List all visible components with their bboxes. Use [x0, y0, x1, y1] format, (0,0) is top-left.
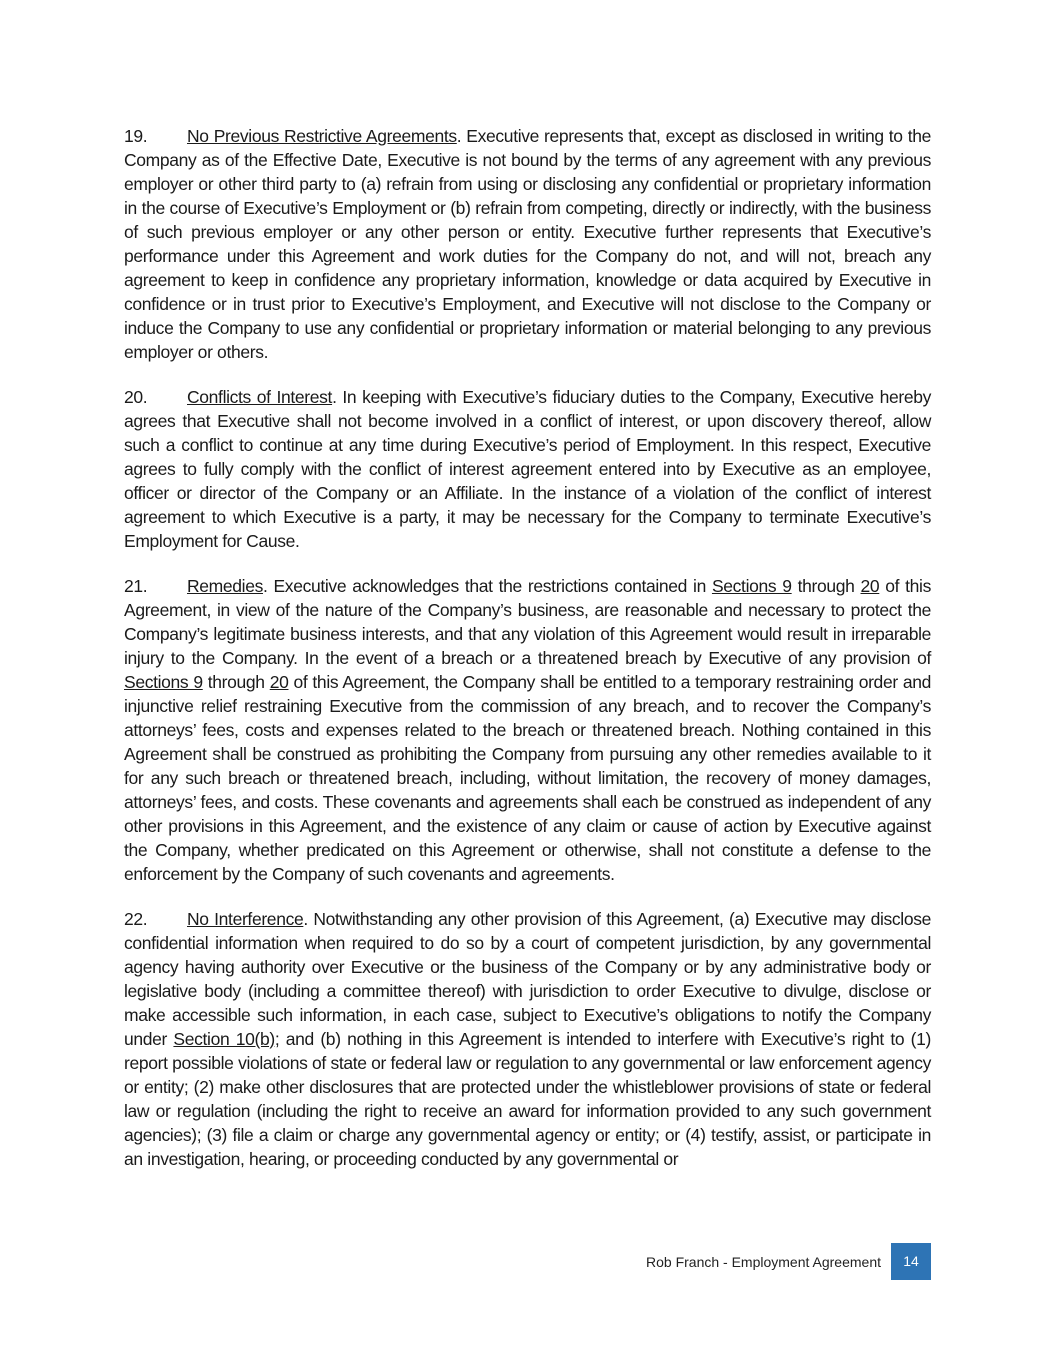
- section-heading: Conflicts of Interest: [187, 387, 333, 407]
- section-text: . Notwithstanding any other provision of this Agreement, (a) Executive may disclose confidential information when required to do so by a court of competent jurisdiction, by any governmental agency having authority over Executive or the business of the Company or by any administrative body or legislative body (including a committee thereof) with jurisdiction to order Executive to divulge, disclose or make accessible such information, in each case, subject to Executive’s obligations to notify the Company under: [124, 909, 931, 1049]
- cross-reference: Section 10(b): [173, 1029, 275, 1049]
- section-paragraph: [124, 385, 931, 553]
- section-text: through: [791, 576, 861, 596]
- section-text: of this Agreement, in view of the nature of the Company’s business, are reasonable and necessary to protect the Company’s legitimate business interests, and that any violation of this Agreement would result in irreparable injury to the Company. In the event of a breach or a threatened breach by Executive of any provision of: [124, 576, 931, 668]
- section-22: [124, 907, 931, 1171]
- section-text: of this Agreement, the Company shall be entitled to a temporary restraining order and injunctive relief restraining Executive from the commission of any breach, and to recover the Company’s attorneys’ fees, costs and expenses related to the breach or threatened breach. Nothing contained in this Agreement shall be construed as prohibiting the Company from pursuing any other remedies available to it for any such breach or threatened breach, including, without limitation, the recovery of money damages, attorneys’ fees, and costs. These covenants and agreements shall each be construed as independent of any other provisions in this Agreement, and the existence of any claim or cause of action by Executive against the Company, whether predicated on this Agreement or otherwise, shall not constitute a defense to the enforcement by the Company of such covenants and agreements.: [124, 672, 931, 884]
- cross-reference: Sections 9: [711, 576, 792, 596]
- cross-reference: 20: [269, 672, 289, 692]
- section-text: ; and (b) nothing in this Agreement is intended to interfere with Executive’s right to (1) report possible violations of state or federal law or regulation to any governmental or law enforcement agency or entity; (2) make other disclosures that are protected under the whistleblower provisions of state or federal law or regulation (including the right to receive an award for information provided to any such government agencies); (3) file a claim or charge any governmental agency or entity; or (4) testify, assist, or participate in an investigation, hearing, or proceeding conducted by any governmental or: [124, 1029, 931, 1169]
- cross-reference: Sections 9: [124, 672, 203, 692]
- section-paragraph: [124, 907, 931, 1171]
- section-number: 20.: [124, 387, 148, 407]
- section-text: through: [202, 672, 270, 692]
- section-21: [124, 574, 931, 886]
- section-19: [124, 124, 931, 364]
- footer-title: Rob Franch - Employment Agreement: [646, 1254, 881, 1270]
- section-paragraph: [124, 574, 931, 886]
- section-20: [124, 385, 931, 553]
- section-text: . Executive represents that, except as disclosed in writing to the Company as of the Effective Date, Executive is not bound by the terms of any agreement with any previous employer or other third party to (a) refrain from using or disclosing any confidential or proprietary information in the course of Executive’s Employment or (b) refrain from competing, directly or indirectly, with the business of such previous employer or any other person or entity. Executive further represents that Executive’s performance under this Agreement and work duties for the Company do not, and will not, breach any agreement to keep in confidence any proprietary information, knowledge or data acquired by Executive in confidence or in trust prior to Executive’s Employment, and Executive will not disclose to the Company or induce the Company to use any confidential or proprietary information or material belonging to any previous employer or others.: [124, 126, 931, 362]
- section-paragraph: [124, 124, 931, 364]
- section-number: 22.: [124, 909, 148, 929]
- cross-reference: 20: [860, 576, 880, 596]
- section-number: 19.: [124, 126, 148, 146]
- document-body: [124, 124, 931, 1192]
- page-number-badge: 14: [891, 1243, 931, 1280]
- page-footer: [600, 1243, 931, 1280]
- section-text: . In keeping with Executive’s fiduciary duties to the Company, Executive hereby agrees that Executive shall not become involved in a conflict of interest, or upon discovery thereof, allow such a conflict to continue at any time during Executive’s period of Employment. In this respect, Executive agrees to fully comply with the conflict of interest agreement entered into by Executive as an employee, officer or director of the Company or an Affiliate. In the instance of a violation of the conflict of interest agreement to which Executive is a party, it may be necessary for the Company to terminate Executive’s Employment for Cause.: [124, 387, 931, 551]
- section-heading: No Previous Restrictive Agreements: [187, 126, 457, 146]
- section-text: . Executive acknowledges that the restrictions contained in: [262, 576, 712, 596]
- section-heading: No Interference: [187, 909, 304, 929]
- section-heading: Remedies: [187, 576, 263, 596]
- section-number: 21.: [124, 576, 148, 596]
